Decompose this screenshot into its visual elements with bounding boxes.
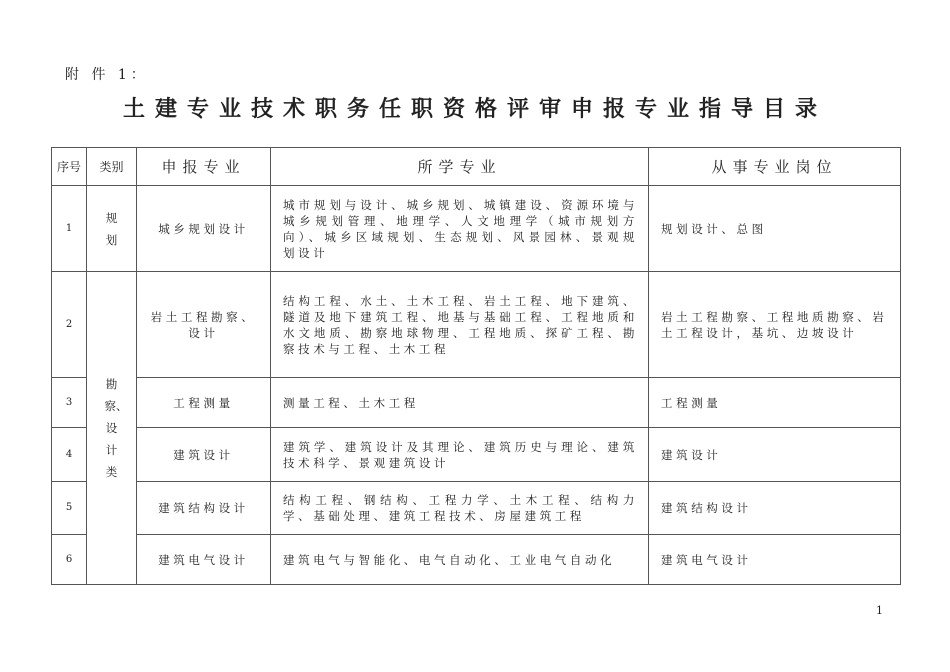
major-cell: 建筑电气设计 <box>137 535 271 585</box>
header-major: 申报专业 <box>137 148 271 186</box>
directory-table <box>51 147 901 585</box>
category-cell <box>87 272 137 585</box>
table-row <box>52 272 901 378</box>
row-number: 6 <box>52 535 87 585</box>
post-cell: 建筑结构设计 <box>649 482 901 535</box>
header-post: 从事专业岗位 <box>649 148 901 186</box>
major-cell: 岩土工程勘察、设计 <box>137 272 271 378</box>
row-number: 3 <box>52 378 87 428</box>
table-header-row <box>52 148 901 186</box>
learned-cell: 建筑学、建筑设计及其理论、建筑历史与理论、建筑技术科学、景观建筑设计 <box>271 428 649 482</box>
header-seq: 序号 <box>52 148 87 186</box>
attachment-label: 附 件 1： <box>65 67 149 83</box>
major-cell: 建筑结构设计 <box>137 482 271 535</box>
post-cell: 岩土工程勘察、工程地质勘察、岩土工程设计，基坑、边坡设计 <box>649 272 901 378</box>
major-cell: 城乡规划设计 <box>137 186 271 272</box>
learned-cell: 城市规划与设计、城乡规划、城镇建设、资源环境与城乡规划管理、地理学、人文地理学（城市规划方向）、城乡区域规划、生态规划、风景园林、景观规划设计 <box>271 186 649 272</box>
category-cell <box>87 186 137 272</box>
row-number: 5 <box>52 482 87 535</box>
table-row <box>52 186 901 272</box>
post-cell: 建筑设计 <box>649 428 901 482</box>
category-label: 规划 <box>105 210 118 247</box>
learned-cell: 结构工程、水土、土木工程、岩土工程、地下建筑、隧道及地下建筑工程、地基与基础工程、工程地质和水文地质、勘察地球物理、工程地质、探矿工程、勘察技术与工程、土木工程 <box>271 272 649 378</box>
table-row <box>52 428 901 482</box>
row-number: 1 <box>52 186 87 272</box>
post-cell: 建筑电气设计 <box>649 535 901 585</box>
table-row <box>52 535 901 585</box>
header-learned: 所学专业 <box>271 148 649 186</box>
major-cell: 工程测量 <box>137 378 271 428</box>
row-number: 4 <box>52 428 87 482</box>
table-row <box>52 378 901 428</box>
header-category: 类别 <box>87 148 137 186</box>
document-title: 土建专业技术职务任职资格评审申报专业指导目录 <box>122 97 827 122</box>
page-number: 1 <box>876 604 883 617</box>
table-row <box>52 482 901 535</box>
learned-cell: 测量工程、土木工程 <box>271 378 649 428</box>
category-label: 勘察、设计类 <box>104 377 128 479</box>
learned-cell: 建筑电气与智能化、电气自动化、工业电气自动化 <box>271 535 649 585</box>
learned-cell: 结构工程、钢结构、工程力学、土木工程、结构力学、基础处理、建筑工程技术、房屋建筑工程 <box>271 482 649 535</box>
row-number: 2 <box>52 272 87 378</box>
major-cell: 建筑设计 <box>137 428 271 482</box>
post-cell: 规划设计、总图 <box>649 186 901 272</box>
post-cell: 工程测量 <box>649 378 901 428</box>
